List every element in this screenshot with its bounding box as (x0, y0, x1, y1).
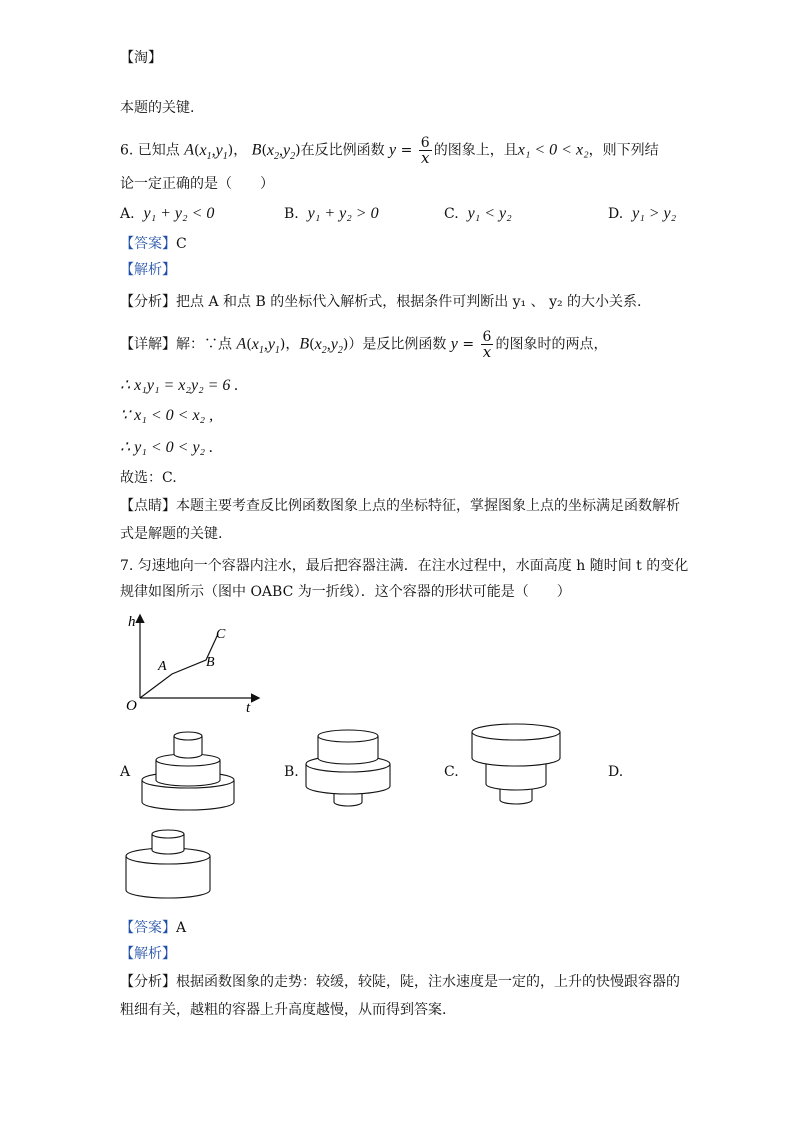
top-line: 本题的关键. (120, 100, 195, 116)
water-height-graph (122, 610, 267, 715)
q7-fenxi: 【分析】根据函数图象的走势：较缓，较陡，陡，注水速度是一定的，上升的快慢跟容器的 (120, 974, 680, 990)
point-c-label: C (216, 627, 226, 642)
q7-stem-line1: 7. 匀速地向一个容器内注水，最后把容器注满．在注水过程中，水面高度 h 随时间 t 的变化 (120, 558, 689, 574)
point-b-label: B (206, 655, 215, 670)
container-c (468, 720, 568, 812)
q6-step1: ∴ x₁y₁ = x₂y₂ = 6 . (120, 377, 239, 394)
container-b (302, 728, 398, 812)
q6-option-a: A. y₁ + y₂ < 0 (120, 205, 215, 222)
q7-option-c-label: C. (444, 764, 459, 780)
q6-dianjing-2: 式是解题的关键. (120, 526, 223, 542)
q7-option-d-label: D. (608, 764, 624, 780)
container-a (138, 724, 238, 814)
q6-xiangjie: 【详解】解：∵点 $A(x_1,y_1)$，$B(x_2,y_2)$）是反比例函数 y = $\frac{6}{x}$ 的图象时的两点， (120, 329, 608, 361)
q6-option-c: C. y₁ < y₂ (444, 205, 512, 222)
q6-jiexi: 【解析】 (120, 262, 176, 278)
q6-step2: ∵ x₁ < 0 < x₂ , (120, 407, 214, 424)
q7-fenxi-2: 粗细有关，越粗的容器上升高度越慢，从而得到答案. (120, 1002, 447, 1018)
q6-dianjing: 【点睛】本题主要考查反比例函数图象上点的坐标特征，掌握图象上点的坐标满足函数解析 (120, 498, 680, 514)
q7-answer: 【答案】A (120, 920, 187, 936)
origin-label: O (126, 698, 137, 714)
q6-answer: 【答案】C (120, 236, 187, 252)
point-a-label: A (158, 659, 167, 674)
t-label: t (246, 700, 251, 715)
q6-stem: 6. 已知点 $A(x_1,y_1)$， $B(x_2,y_2)$在反比例函数 y = $\frac{6}{x}$ 的图象上，且x₁ < 0 < x₂，则下列结 (120, 135, 659, 167)
container-d (122, 826, 218, 906)
q6-option-b: B. y₁ + y₂ > 0 (284, 205, 379, 222)
q7-option-b-label: B. (284, 764, 299, 780)
fraction-6-over-x-2: $\frac{6}{x}$ (482, 329, 492, 361)
condition: x₁ < 0 < x₂ (517, 141, 589, 159)
q6-step3: ∴ y₁ < 0 < y₂ . (120, 439, 214, 456)
q6-fenxi: 【分析】把点 A 和点 B 的坐标代入解析式，根据条件可判断出 y₁ 、 y₂ 的大小关系. (120, 294, 642, 310)
header-tag: 【淘】 (120, 50, 162, 66)
h-label: h (128, 614, 136, 630)
q6-choose: 故选：C. (120, 470, 177, 486)
q7-stem-line2: 规律如图所示（图中 OABC 为一折线）．这个容器的形状可能是（ ） (120, 584, 571, 600)
fraction-6-over-x: $\frac{6}{x}$ (420, 135, 430, 167)
q7-jiexi: 【解析】 (120, 946, 176, 962)
q7-option-a-label: A (120, 764, 131, 780)
q6-stem-line2: 论一定正确的是（ ） (120, 176, 274, 192)
q6-option-d: D. y₁ > y₂ (608, 205, 677, 222)
